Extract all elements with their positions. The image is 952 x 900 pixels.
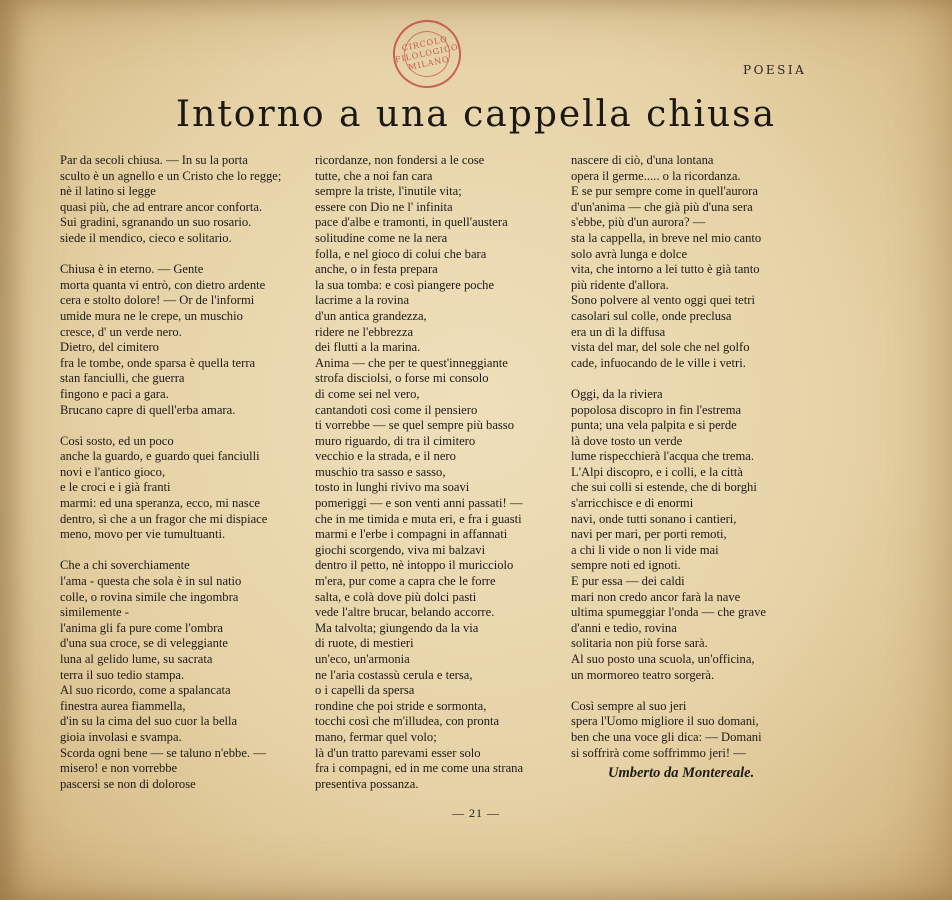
poem-line: fra i compagni, ed in me come una strana — [315, 761, 524, 776]
poem-line: un'eco, un'armonia — [315, 652, 410, 666]
poem-line: Così sosto, ed un poco — [60, 433, 174, 448]
poem-column-3 — [571, 153, 811, 761]
poem-line: strofa disciolsi, o forse mi consolo — [315, 371, 489, 386]
poem-line: dentro, sì che a un fragor che mi dispiace — [60, 511, 268, 526]
poem-line: pascersi se non di dolorose — [60, 776, 196, 791]
stamp-inner-ring — [394, 27, 460, 82]
poem-line: solitudine come ne la nera — [315, 230, 448, 245]
poem-line: lacrime a la rovina — [315, 293, 410, 308]
poem-line: sempre la triste, l'inutile vita; — [315, 184, 462, 199]
poem-line: o i capelli da spersa — [315, 683, 415, 698]
poem-line: E se pur sempre come in quell'aurora — [571, 184, 758, 199]
poem-line: di come sei nel vero, — [315, 386, 420, 401]
poem-line: nascere di ciò, d'una lontana — [571, 153, 714, 167]
poem-title: Intorno a una cappella chiusa — [175, 94, 777, 135]
poem-line: là dove tosto un verde — [571, 433, 683, 448]
poem-line: marmi e l'erbe i compagni in affannati — [315, 527, 508, 542]
poem-line: muro riguardo, di tra il cimitero — [315, 433, 476, 448]
poem-line: novi e l'antico gioco, — [60, 464, 166, 479]
poem-line: E pur essa — dei caldi — [571, 574, 685, 589]
poem-line: quasi più, che ad entrare ancor conforta. — [60, 199, 263, 214]
poem-line: cresce, d' un verde nero. — [60, 324, 182, 339]
poem-line: tocchi così che m'illudea, con pronta — [315, 714, 500, 729]
poem-line: marmi: ed una speranza, ecco, mi nasce — [60, 496, 261, 511]
poem-line: presentiva possanza. — [315, 776, 419, 791]
poem-line: m'era, pur come a capra che le forre — [315, 574, 496, 589]
poem-line: meno, movo per vie tumultuanti. — [60, 527, 226, 542]
poem-line: là d'un tratto parevami esser solo — [315, 745, 481, 760]
poem-line: nè il latino si legge — [60, 184, 156, 199]
poem-line: sempre noti ed ignoti. — [571, 558, 681, 573]
poem-line: d'in su la cima del suo cuor la bella — [60, 714, 238, 729]
poem-column-2 — [315, 153, 555, 792]
poem-line: era un dì la diffusa — [571, 324, 666, 339]
poem-line: Scorda ogni bene — se taluno n'ebbe. — — [60, 745, 266, 760]
poem-line: a chi li vide o non li vide mai — [571, 542, 719, 557]
poem-line: pomeriggi — e son venti anni passati! — — [315, 496, 523, 511]
poem-line: d'un antica grandezza, — [315, 308, 427, 323]
poem-line: Così sempre al suo jeri — [571, 698, 687, 713]
author-signature: Umberto da Montereale. — [608, 765, 755, 781]
page-number: — 21 — — [452, 806, 500, 820]
poem-line: d'anni e tedio, rovina — [571, 620, 677, 635]
poem-line: l'ama - questa che sola è in sul natio — [60, 574, 242, 589]
poem-line: ne l'aria costassù cerula e tersa, — [315, 667, 473, 682]
poem-line: che in me timida e muta eri, e fra i guasti — [315, 511, 522, 526]
poem-line: Brucano capre di quell'erba amara. — [60, 402, 236, 417]
poem-line: mano, fermar quel volo; — [315, 729, 437, 744]
poem-line: finestra aurea fiammella, — [60, 698, 186, 713]
poem-line: mari non credo ancor farà la nave — [571, 589, 741, 604]
poem-line: salta, e colà dove più dolci pasti — [315, 589, 477, 604]
poem-line: sculto è un agnello e un Cristo che lo regge; — [60, 168, 282, 183]
poem-line: muschio tra sasso e sasso, — [315, 464, 446, 479]
poem-line: navi per mari, per porti remoti, — [571, 527, 727, 542]
poem-line: Sui gradini, sgranando un suo rosario. — [60, 215, 252, 230]
poem-line: casolari sul colle, onde preclusa — [571, 308, 732, 323]
poem-line: Dietro, del cimitero — [60, 340, 159, 355]
poem-line: navi, onde tutti sonano i cantieri, — [571, 511, 737, 526]
poem-line: umide mura ne le crepe, un muschio — [60, 308, 243, 323]
poem-line: stan fanciulli, che guerra — [60, 371, 185, 386]
stanza-gap — [571, 683, 811, 699]
poem-line: un mormoreo teatro sorgerà. — [571, 667, 715, 682]
poem-line: tutte, che a noi fan cara — [315, 168, 433, 183]
poem-line: giochi scorgendo, viva mi balzavi — [315, 542, 486, 557]
poem-line: Anima — che per te quest'inneggiante — [315, 355, 508, 370]
poem-line: Al suo ricordo, come a spalancata — [60, 683, 231, 698]
poem-line: ti vorrebbe — se quel sempre più basso — [315, 418, 515, 433]
poem-line: si soffrirà come soffrimmo jeri! — — [571, 745, 746, 760]
poem-line: s'arricchisce e di enormi — [571, 496, 694, 511]
poem-line: ridere ne l'ebbrezza — [315, 324, 414, 339]
poem-line: Oggi, da la riviera — [571, 386, 663, 401]
poem-line: Ma talvolta; giungendo da la via — [315, 620, 479, 635]
stanza-gap — [60, 247, 300, 263]
poem-line: anche la guardo, e guardo quei fanciulli — [60, 449, 260, 464]
stanza-gap — [571, 371, 811, 387]
poem-line: l'anima gli fa pure come l'ombra — [60, 620, 223, 635]
poem-line: Chiusa è in eterno. — Gente — [60, 262, 204, 277]
poem-line: d'un'anima — che già più d'una sera — [571, 199, 753, 214]
poem-line: di ruote, di mestieri — [315, 636, 414, 651]
poem-line: ricordanze, non fondersi a le cose — [315, 153, 485, 167]
poem-line: tosto in lunghi rivivo ma soavi — [315, 480, 470, 495]
stanza-gap — [60, 543, 300, 559]
poem-line: morta quanta vi entrò, con dietro ardente — [60, 277, 266, 292]
poem-line: folla, e nel gioco di colui che bara — [315, 246, 487, 261]
poem-line: cade, infuocando de le ville i vetri. — [571, 355, 746, 370]
poem-line: Sono polvere al vento oggi quei tetri — [571, 293, 755, 308]
poem-line: fingono e paci a gara. — [60, 386, 169, 401]
poem-line: solo avrà lunga e dolce — [571, 246, 688, 261]
section-tag: POESIA — [743, 63, 807, 77]
poem-line: rondine che poi stride e sormonta, — [315, 698, 487, 713]
poem-line: vede l'altre brucar, belando accorre. — [315, 605, 495, 620]
poem-line: Al suo posto una scuola, un'officina, — [571, 652, 755, 666]
poem-line: Par da secoli chiusa. — In su la porta — [60, 153, 248, 167]
poem-line: cantandoti così come il pensiero — [315, 402, 478, 417]
poem-line: L'Alpi discopro, e i colli, e la città — [571, 464, 743, 479]
poem-line: cera e stolto dolore! — Or de l'informi — [60, 293, 255, 308]
poem-column-1 — [60, 153, 300, 792]
poem-line: gioia involasi e svampa. — [60, 729, 182, 744]
poem-line: colle, o rovina simile che ingombra — [60, 589, 239, 604]
poem-line: spera l'Uomo migliore il suo domani, — [571, 714, 759, 729]
poem-line: solitaria non più forse sarà. — [571, 636, 708, 651]
poem-line: e le croci e i già franti — [60, 480, 171, 495]
poem-line: sta la cappella, in breve nel mio canto — [571, 230, 762, 245]
poem-line: fra le tombe, onde sparsa è quella terra — [60, 355, 256, 370]
poem-line: essere con Dio ne l' infinita — [315, 199, 453, 214]
poem-line: dei flutti a la marina. — [315, 340, 421, 355]
poem-line: più ridente d'allora. — [571, 277, 669, 292]
poem-line: luna al gelido lume, su sacrata — [60, 652, 213, 666]
poem-line: che sui colli si estende, che di borghi — [571, 480, 757, 495]
poem-line: siede il mendico, cieco e solitario. — [60, 230, 232, 245]
poem-line: lume rispecchierà l'acqua che trema. — [571, 449, 755, 464]
poem-line: vecchio e la strada, e il nero — [315, 449, 456, 464]
poem-line: similemente - — [60, 605, 129, 620]
stamp-text: CIRCOLO FILOLOGICO MILANO — [394, 34, 460, 73]
stanza-gap — [60, 418, 300, 434]
poem-line: vista del mar, del sole che nel golfo — [571, 340, 750, 355]
poem-line: opera il germe..... o la ricordanza. — [571, 168, 741, 183]
poem-line: popolosa discopro in fin l'estrema — [571, 402, 742, 417]
poem-line: la sua tomba: e così piangere poche — [315, 277, 495, 292]
poem-line: terra il suo tedio stampa. — [60, 667, 185, 682]
poem-line: ultima spumeggiar l'onda — che grave — [571, 605, 766, 620]
poem-line: ben che una voce gli dica: — Domani — [571, 729, 762, 744]
poem-line: vita, che intorno a lei tutto è già tanto — [571, 262, 760, 277]
poem-line: pace d'albe e tramonti, in quell'austera — [315, 215, 508, 230]
poem-line: punta; una vela palpita e si perde — [571, 418, 737, 433]
poem-line: misero! e non vorrebbe — [60, 761, 178, 776]
poem-line: anche, o in festa prepara — [315, 262, 438, 277]
poem-line: s'ebbe, più d'un aurora? — — [571, 215, 706, 230]
poem-line: Che a chi soverchiamente — [60, 558, 190, 573]
poem-line: d'una sua croce, se di veleggiante — [60, 636, 229, 651]
poem-line: dentro il petto, nè intoppo il muricciolo — [315, 558, 514, 573]
library-stamp — [387, 14, 468, 95]
